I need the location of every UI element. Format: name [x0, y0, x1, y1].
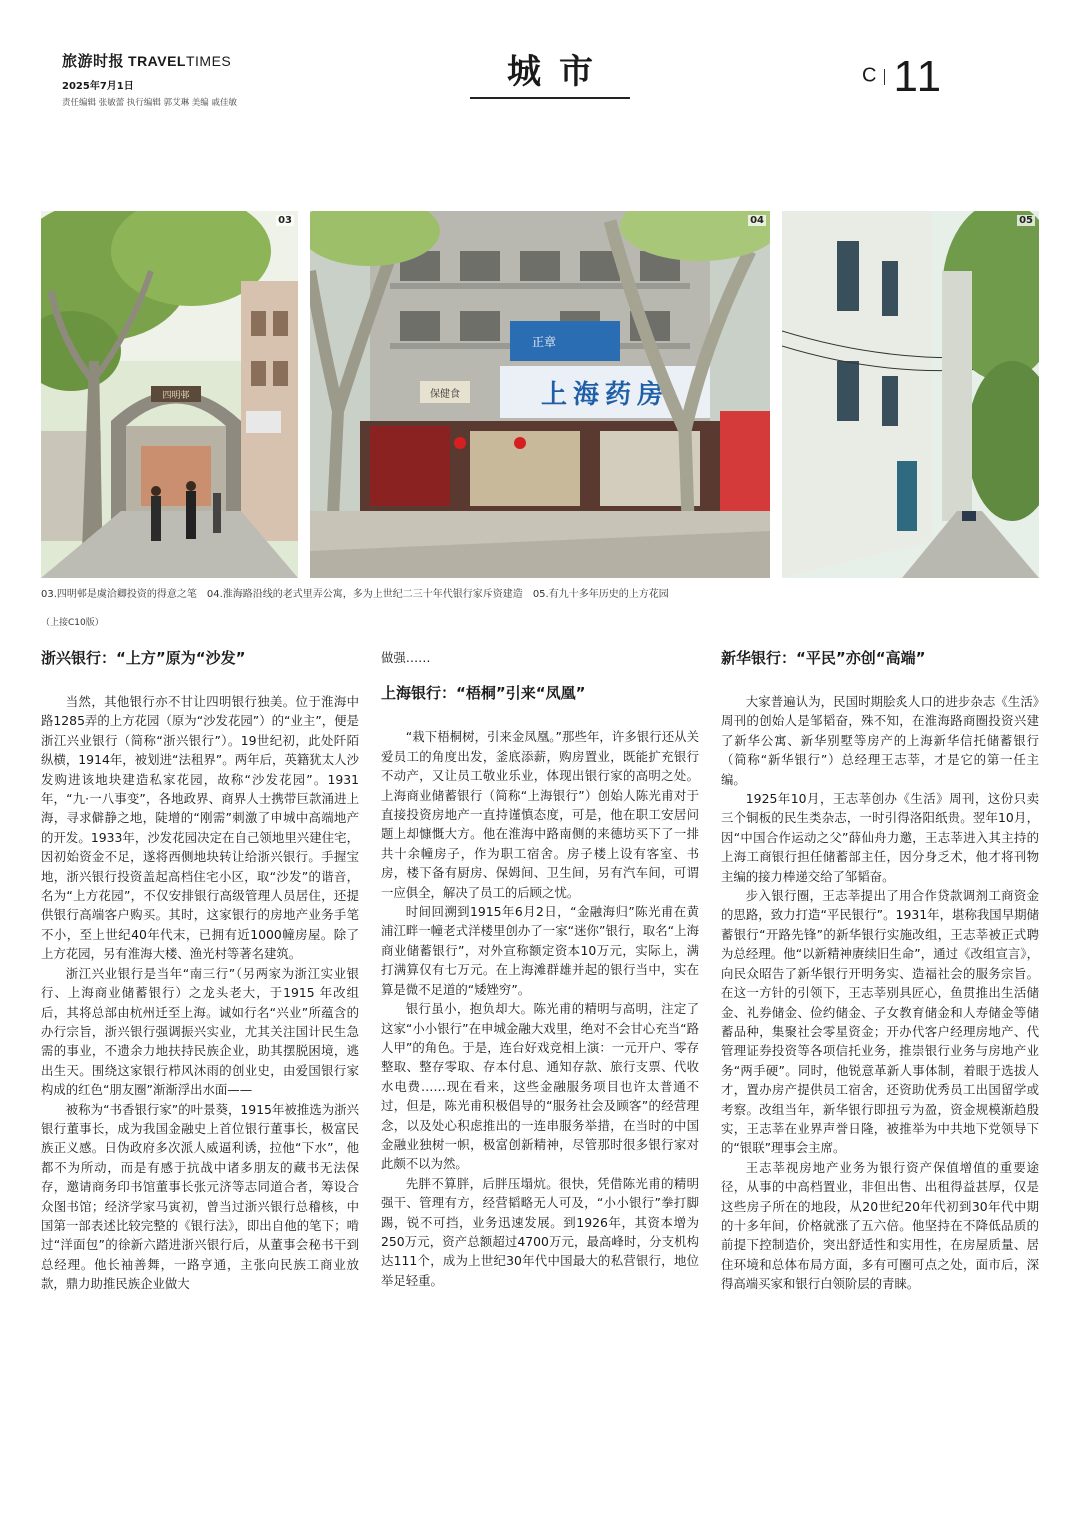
- paragraph: 1925年10月，王志莘创办《生活》周刊，这份只卖三个铜板的民生类杂志，一时引得洛阳纸贵。翌年10月，因“中国合作运动之父”薛仙舟力邀，王志莘进入其主持的上海工商银行担任储蓄部主任，因分身乏术，他才将刊物主编的接力棒递交给了邹韬奋。: [721, 791, 1039, 884]
- small-sign-text: 保健食: [430, 389, 460, 400]
- page-letter: C: [862, 64, 879, 87]
- top-sign-text: 正章: [532, 335, 557, 349]
- section-title: 城市: [507, 52, 611, 92]
- photo-shangfang-garden-image: [782, 211, 1039, 578]
- article-column-3: [721, 648, 1039, 1294]
- page-number: 11: [893, 52, 944, 101]
- arch-sign-text: 四明邨: [162, 391, 190, 401]
- photo-number: 05: [1019, 215, 1033, 226]
- subheading-shanghai-bank: 上海银行：“梧桐”引来“凤凰”: [381, 684, 586, 703]
- paragraph-continuation: 做强……: [381, 650, 431, 665]
- photo-number: 04: [750, 215, 764, 226]
- page-identifier: [862, 52, 943, 102]
- subheading-xinhua-bank: 新华银行：“平民”亦创“高端”: [721, 649, 926, 667]
- paragraph: 被称为“书香银行家”的叶景葵，1915年被推选为浙兴银行董事长，成为我国金融史上首位银行董事长，极富民族正义感。日伪政府多次派人威逼利诱，拉他“下水”，他都不为所动，而是有感于抗战中诸多朋友的藏书无法保存，邀请商务印书馆董事长张元济等志同道合者，筹设合众图书馆；经济学家马寅初，曾当过浙兴银行总稽核，中国第一部表述比较完整的《银行法》，即出自他的笔下；啃过“洋面包”的徐新六踏进浙兴银行后，从董事会秘书干到总经理。他长袖善舞，一路亨通，主张向民族工商业放款，鼎力助推民族企业做大: [41, 1101, 359, 1292]
- paragraph: 先胖不算胖，后胖压塌炕。很快，凭借陈光甫的精明强干、管理有方，经营韬略无人可及，“小小银行”拳打脚踢，锐不可挡，业务迅速发展。到1926年，其资本增为250万元，资产总额超过4700万元，最高峰时，分支机构达111个，成为上世纪30年代中国最大的私营银行，地位举足轻重。: [381, 1175, 699, 1288]
- photo-siming-lane: [41, 211, 298, 578]
- paragraph: 步入银行圈，王志莘提出了用合作贷款调剂工商资金的思路，致力打造“平民银行”。1931年，堪称我国早期储蓄银行“开路先锋”的新华银行实施改组，王志莘被正式聘为总经理。他“以新精神赓续旧生命”，通过《改组宣言》，向民众昭告了新华银行开明务实、造福社会的服务宗旨。在这一方针的引领下，王志莘别具匠心，鱼贯推出生活储金、礼券储金、俭约储金、子女教育储金和人寿储金等储蓄品种，集聚社会零星资金；开办代客户经理房地产、代管理证券投资等各项信托业务，推崇银行业务与房地产业务“两手硬”。同时，他锐意革新人事体制，着眼于选拔人才，置办房产提供员工宿舍，还资助优秀员工出国留学或考察。改组当年，新华银行即扭亏为盈，资金规模渐趋殷实，王志莘在业界声誉日隆，被推举为中共地下党领导下的“银联”理事会主席。: [721, 888, 1039, 1156]
- photo-siming-lane-image: [41, 211, 298, 578]
- paragraph: 大家普遍认为，民国时期脍炙人口的进步杂志《生活》周刊的创始人是邹韬奋，殊不知，在淮海路商圈投资兴建了新华公寓、新华别墅等房产的上海新华信托储蓄银行（简称“新华银行”）总经理王志莘，才是它的第一任主编。: [721, 694, 1039, 787]
- caption-05: 05.有九十多年历史的上方花园: [532, 589, 669, 600]
- editor-credits: 责任编辑 张敏蕾 执行编辑 郭艾琳 美编 戚佳敏: [62, 98, 238, 108]
- page-divider: [884, 69, 885, 85]
- article-column-1: [41, 648, 359, 1294]
- brand-chinese: 旅游时报: [62, 52, 125, 70]
- article-column-2: [381, 648, 699, 1290]
- masthead: [62, 50, 322, 108]
- photo-number: 03: [278, 215, 292, 226]
- brand-english-light: TIMES: [185, 53, 232, 69]
- photo-shangfang-garden: [782, 211, 1039, 578]
- section-title-rule: [470, 97, 630, 99]
- brand-english: [128, 53, 231, 69]
- caption-04: 04.淮海路沿线的老式里弄公寓，多为上世纪二三十年代银行家斥资建造: [206, 589, 523, 600]
- paragraph: 时间回溯到1915年6月2日，“金融海归”陈光甫在黄浦江畔一幢老式洋楼里创办了一家“迷你”银行，取名“上海商业储蓄银行”，对外宣称额定资本10万元，实际上，满打满算仅有七万元。在上海滩群雄并起的银行当中，实在算是微不足道的“矮矬穷”。: [381, 904, 699, 997]
- brand-english-bold: TRAVEL: [128, 53, 186, 69]
- newspaper-brand: [62, 50, 322, 71]
- paragraph: 银行虽小，抱负却大。陈光甫的精明与高明，注定了这家“小小银行”在申城金融大戏里，绝对不会甘心充当“路人甲”的角色。于是，连台好戏竞相上演：一元开户、零存整取、整存零取、存本付息、通知存款、旅行支票、代收水电费……现在看来，这些金融服务项目也许太普通不过，但是，陈光甫积极倡导的“服务社会及顾客”的经营理念，以及处心积虑推出的一连串服务举措，在当时的中国金融业独树一帜，极富创新精神，尽管那时很多银行家对此颇不以为然。: [381, 1001, 699, 1172]
- continued-from-note: （上接C10版）: [41, 618, 104, 628]
- photo-captions: [41, 585, 679, 600]
- paragraph: “栽下梧桐树，引来金凤凰。”那些年，许多银行还从关爱员工的角度出发，釜底添薪，购房置业，既能扩充银行不动产，又让员工敬业乐业，体现出银行家的高明之处。上海商业储蓄银行（简称“上海银行”）创始人陈光甫对于直接投资房地产一直持谨慎态度，可是，他在职工安居问题上却慷慨大方。他在淮海中路南侧的来德坊买下了一排共十余幢房子，作为职工宿舍。房子楼上设有客室、书房，楼下备有厨房、保姆间、卫生间，另有汽车间，可谓一应俱全，解决了员工的后顾之忧。: [381, 729, 699, 900]
- caption-03: 03.四明邨是虞洽卿投资的得意之笔: [41, 589, 197, 600]
- paragraph: 当然，其他银行亦不甘让四明银行独美。位于淮海中路1285弄的上方花园（原为“沙发花园”）的“业主”，便是浙江兴业银行（简称“浙兴银行”）。19世纪初，此处阡陌纵横，1914年，被划进“法租界”。两年后，英籍犹太人沙发购进该地块建造私家花园，故称“沙发花园”。1931年，“九·一八事变”，各地政界、商界人士携带巨款涌进上海，寻求僻静之地，陡增的“刚需”刺激了申城中高端地产的开发。1933年，沙发花园决定在自己领地里兴建住宅，因初始资金不足，遂将西侧地块转让给浙兴银行。手握宝地，浙兴银行投资盖起高档住宅小区，取“沙发”的谐音，名为“上方花园”，不仅安排银行高级管理人员居住，还提供银行高端客户购买。其时，这家银行的房地产业务手笔不小，至上世纪40年代末，已拥有近1000幢房屋。除了上方花园，另有淮海大楼、渔光村等著名建筑。: [41, 694, 359, 962]
- paragraph: 王志莘视房地产业务为银行资产保值增值的重要途径，从事的中高档置业，非但出售、出租得益甚厚，仅是这些房子所在的地段，从20世纪20年代初到30年代中期的十多年间，价格就涨了五六倍。他坚持在不降低品质的前提下控制造价，突出舒适性和实用性，在房屋质量、居住环境和总体布局方面，多有可圈可点之处，面市后，深得高端买家和银行白领阶层的青睐。: [721, 1159, 1039, 1292]
- paragraph: 浙江兴业银行是当年“南三行”（另两家为浙江实业银行、上海商业储蓄银行）之龙头老大，于1915 年改组后，其将总部由杭州迁至上海。诚如行名“兴业”所蕴含的办行宗旨，浙兴银行强调振兴实业，尤其关注国计民生急需的事业，不遗余力地扶持民族企业，助其摆脱困境，逃出生天。围绕这家银行栉风沐雨的创业史，由爱国银行家构成的红色“朋友圈”渐渐浮出水面——: [41, 965, 359, 1098]
- pharmacy-sign-text: 上海药房: [540, 380, 670, 410]
- publication-date: 2025年7月1日: [62, 81, 134, 92]
- photo-pharmacy-building: [310, 211, 770, 578]
- subheading-zhexing-bank: 浙兴银行：“上方”原为“沙发”: [41, 649, 246, 667]
- photo-pharmacy-building-image: [310, 211, 770, 578]
